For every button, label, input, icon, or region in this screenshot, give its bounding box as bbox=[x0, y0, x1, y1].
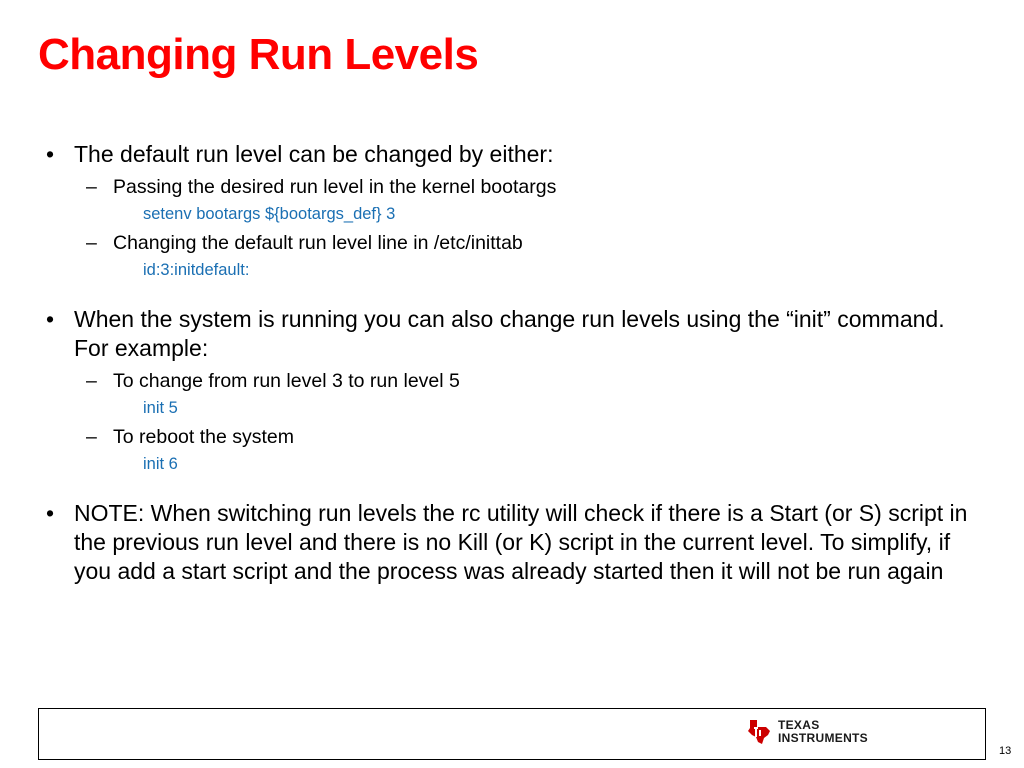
dash-marker: – bbox=[86, 370, 97, 392]
bullet-text: The default run level can be changed by either: bbox=[74, 141, 554, 167]
code-example: init 6 bbox=[143, 455, 178, 473]
sub-bullet-text: Changing the default run level line in /etc/inittab bbox=[113, 232, 523, 254]
sub-bullet-text: To reboot the system bbox=[113, 426, 295, 448]
texas-state-icon bbox=[744, 718, 772, 746]
dash-marker: – bbox=[86, 426, 97, 448]
bullet-item bbox=[46, 140, 976, 169]
sub-bullet-text: To change from run level 3 to run level 5 bbox=[113, 370, 460, 392]
code-example: id:3:initdefault: bbox=[143, 261, 250, 279]
bullet-marker: • bbox=[46, 500, 55, 526]
bullet-marker: • bbox=[46, 141, 55, 167]
bullet-text: NOTE: When switching run levels the rc utility will check if there is a Start (or S) script in the previous run level and there is no Kill (or K) script in the current level. To simplify, if you add a start script and the process was already started then it will not be run again bbox=[74, 500, 968, 584]
slide-body bbox=[46, 140, 976, 586]
bullet-text: When the system is running you can also change run levels using the “init” command. For example: bbox=[74, 306, 945, 361]
bullet-item bbox=[46, 499, 976, 586]
dash-marker: – bbox=[86, 176, 97, 198]
logo-line-1: TEXAS bbox=[778, 718, 820, 732]
dash-marker: – bbox=[86, 232, 97, 254]
sub-bullet-item bbox=[46, 425, 976, 449]
slide-title: Changing Run Levels bbox=[38, 30, 479, 79]
bullet-item bbox=[46, 305, 976, 363]
code-example: setenv bootargs ${bootargs_def} 3 bbox=[143, 205, 396, 223]
sub-bullet-item bbox=[46, 175, 976, 199]
sub-bullet-item bbox=[46, 369, 976, 393]
logo-line-2: INSTRUMENTS bbox=[778, 731, 868, 745]
code-example: init 5 bbox=[143, 399, 178, 417]
page-number: 13 bbox=[999, 745, 1012, 757]
sub-bullet-item bbox=[46, 231, 976, 255]
ti-logo-text bbox=[778, 719, 868, 745]
ti-logo bbox=[744, 718, 868, 746]
bullet-marker: • bbox=[46, 306, 55, 332]
sub-bullet-text: Passing the desired run level in the kernel bootargs bbox=[113, 176, 557, 198]
